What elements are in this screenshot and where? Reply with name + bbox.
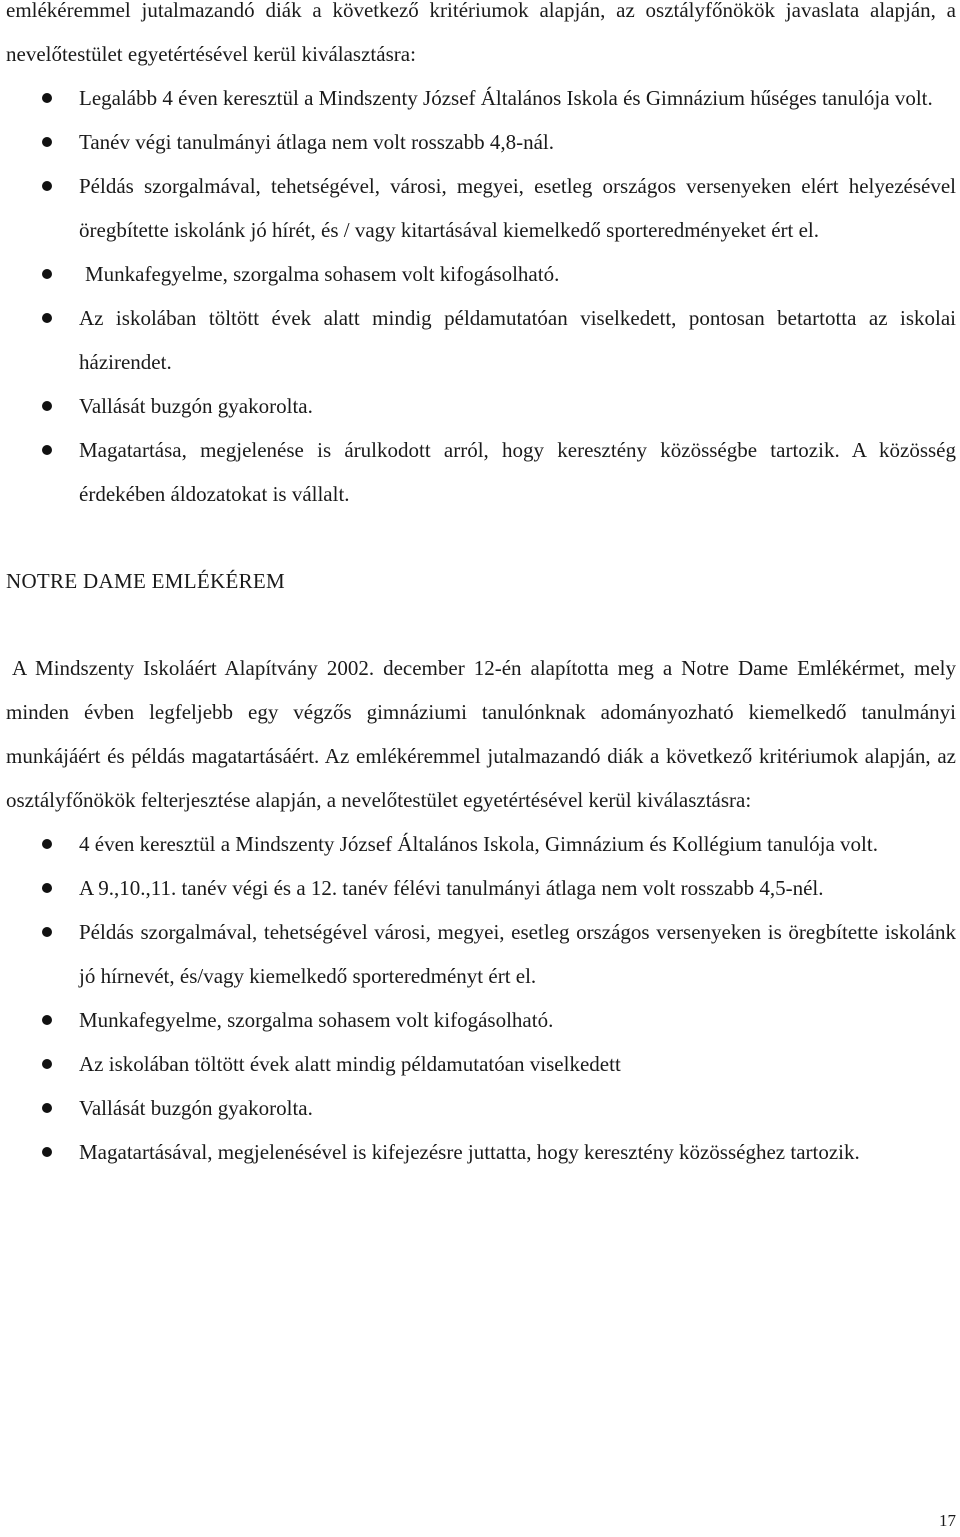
bullet-icon [42,1015,52,1025]
section-paragraph: A Mindszenty Iskoláért Alapítvány 2002. december 12-én alapította meg a Notre Dame Emlékérmet, mely minden évben legfeljebb egy végzős gimnáziumi tanulónknak adományozható kiemelkedő tanulmányi munkájáért és példás magatartásáért. Az emlékéremmel jutalmazandó diák a következő kritériumok alapján, az osztályfőnökök felterjesztése alapján, a nevelőtestület egyetértésével kerül kiválasztásra: [6,656,956,812]
list-item: Vallását buzgón gyakorolta. [6,1086,956,1130]
bullet-icon [42,1103,52,1113]
document-page [6,0,956,1174]
bullet-icon [42,313,52,323]
bullet-icon [42,839,52,849]
list-item: Magatartásával, megjelenésével is kifejezésre juttatta, hogy keresztény közösséghez tartozik. [6,1130,956,1174]
list-item: Tanév végi tanulmányi átlaga nem volt rosszabb 4,8-nál. [6,120,956,164]
criteria-list-1 [6,76,956,516]
criteria-list-2 [6,822,956,1174]
page-number: 17 [939,1511,956,1530]
bullet-icon [42,269,52,279]
list-item: Példás szorgalmával, tehetségével, városi, megyei, esetleg országos versenyeken elért helyezésével öregbítette iskolánk jó hírét, és / vagy kitartásával kiemelkedő sporteredményeket ért el. [6,164,956,252]
bullet-icon [42,137,52,147]
bullet-icon [42,445,52,455]
list-item: Munkafegyelme, szorgalma sohasem volt kifogásolható. [6,252,956,296]
bullet-icon [42,1059,52,1069]
bullet-icon [42,401,52,411]
bullet-icon [42,93,52,103]
list-item: A 9.,10.,11. tanév végi és a 12. tanév félévi tanulmányi átlaga nem volt rosszabb 4,5-nél. [6,866,956,910]
list-item: 4 éven keresztül a Mindszenty József Általános Iskola, Gimnázium és Kollégium tanulója volt. [6,822,956,866]
list-item: Vallását buzgón gyakorolta. [6,384,956,428]
section-heading: NOTRE DAME EMLÉKÉREM [6,569,285,593]
list-item: Az iskolában töltött évek alatt mindig példamutatóan viselkedett, pontosan betartotta az iskolai házirendet. [6,296,956,384]
list-item: Az iskolában töltött évek alatt mindig példamutatóan viselkedett [6,1042,956,1086]
bullet-icon [42,181,52,191]
list-item: Legalább 4 éven keresztül a Mindszenty József Általános Iskola és Gimnázium hűséges tanulója volt. [6,76,956,120]
bullet-icon [42,927,52,937]
list-item: Magatartása, megjelenése is árulkodott arról, hogy keresztény közösségbe tartozik. A közösség érdekében áldozatokat is vállalt. [6,428,956,516]
bullet-icon [42,883,52,893]
intro-paragraph: emlékéremmel jutalmazandó diák a következő kritériumok alapján, az osztályfőnökök javaslata alapján, a nevelőtestület egyetértésével kerül kiválasztásra: [6,0,956,66]
list-item: Munkafegyelme, szorgalma sohasem volt kifogásolható. [6,998,956,1042]
list-item: Példás szorgalmával, tehetségével városi, megyei, esetleg országos versenyeken is öregbítette iskolánk jó hírnevét, és/vagy kiemelkedő sporteredményt ért el. [6,910,956,998]
bullet-icon [42,1147,52,1157]
